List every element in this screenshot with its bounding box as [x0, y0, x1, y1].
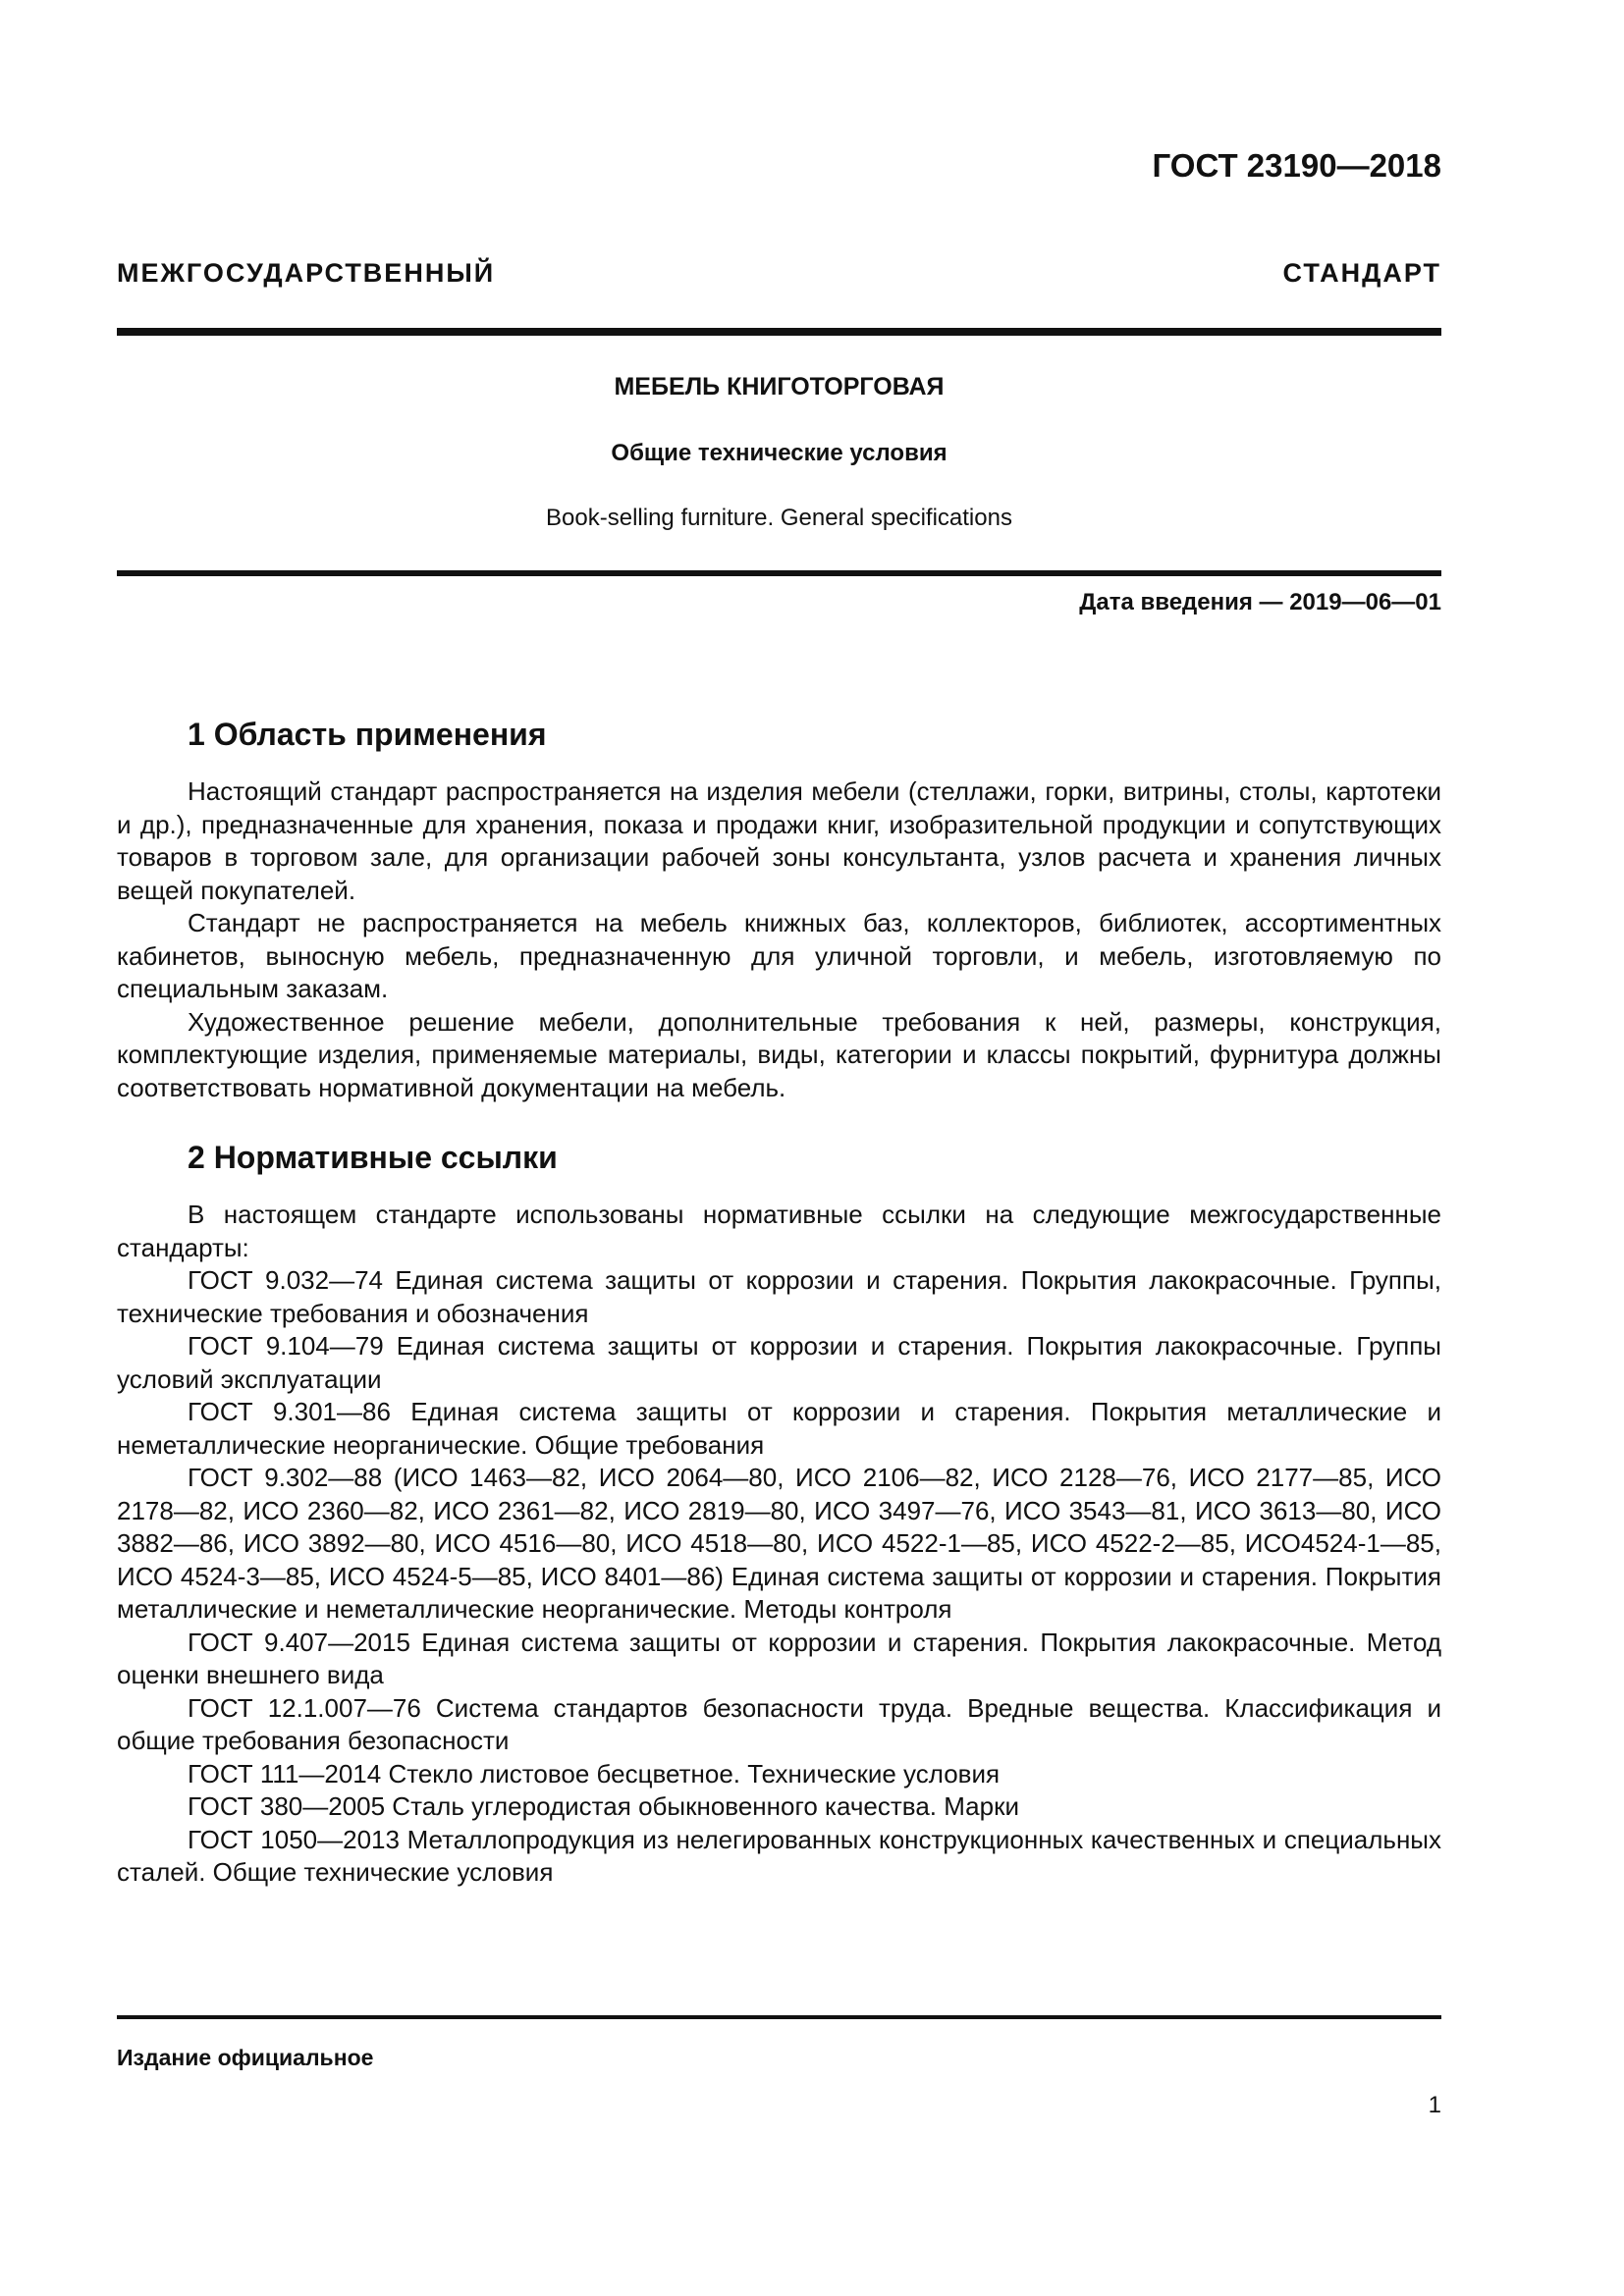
section-scope: [117, 715, 1441, 1104]
section-normative-references: [117, 1138, 1441, 1890]
reference-item: ГОСТ 12.1.007—76 Система стандартов безопасности труда. Вредные вещества. Классификация и общие требования безопасности: [117, 1692, 1441, 1755]
paragraph: Стандарт не распространяется на мебель книжных баз, коллекторов, библиотек, ассортиментных кабинетов, выносную мебель, предназначенную для уличной торговли, и мебель, изготовляемую по специальным заказам.: [117, 908, 1441, 1003]
paragraph: В настоящем стандарте использованы нормативные ссылки на следующие межгосударственные стандарты:: [117, 1200, 1441, 1262]
paragraph: Настоящий стандарт распространяется на изделия мебели (стеллажи, горки, витрины, столы, картотеки и др.), предназначенные для хранения, показа и продажи книг, изобразительной продукции и сопутствующих товаров в торговом зале, для организации рабочей зоны консультанта, узлов расчета и хранения личных вещей покупателей.: [117, 776, 1441, 905]
reference-item: ГОСТ 9.104—79 Единая система защиты от коррозии и старения. Покрытия лакокрасочные. Группы условий эксплуатации: [117, 1331, 1441, 1394]
reference-item: ГОСТ 380—2005 Сталь углеродистая обыкновенного качества. Марки: [188, 1791, 1019, 1821]
reference-item: ГОСТ 9.407—2015 Единая система защиты от коррозии и старения. Покрытия лакокрасочные. Метод оценки внешнего вида: [117, 1627, 1441, 1689]
reference-item: ГОСТ 9.301—86 Единая система защиты от коррозии и старения. Покрытия металлические и неметаллические неорганические. Общие требования: [117, 1397, 1441, 1460]
reference-item: ГОСТ 111—2014 Стекло листовое бесцветное. Технические условия: [188, 1758, 1001, 1789]
section-heading: 2 Нормативные ссылки: [188, 1140, 558, 1175]
document-subtitle: Общие технические условия: [611, 440, 947, 466]
page-number: 1: [1428, 2092, 1441, 2118]
section-heading: 1 Область применения: [188, 717, 547, 752]
document-title: МЕБЕЛЬ КНИГОТОРГОВАЯ: [614, 373, 945, 400]
reference-item: ГОСТ 1050—2013 Металлопродукция из нелегированных конструкционных качественных и специальных сталей. Общие технические условия: [117, 1824, 1441, 1887]
standard-type-heading: МЕЖГОСУДАРСТВЕННЫЙ СТАНДАРТ: [117, 258, 1441, 288]
title-divider: [117, 570, 1441, 576]
introduction-date: Дата введения — 2019—06—01: [1079, 589, 1441, 615]
document-title-english: Book-selling furniture. General specifications: [546, 505, 1012, 531]
document-body: [117, 715, 1441, 1890]
top-divider: [117, 328, 1441, 336]
reference-item: ГОСТ 9.302—88 (ИСО 1463—82, ИСО 2064—80, ИСО 2106—82, ИСО 2128—76, ИСО 2177—85, ИСО 2178—82, ИСО 2360—82, ИСО 2361—82, ИСО 2819—80, ИСО 3497—76, ИСО 3543—81, ИСО 3613—80, ИСО 3882—86, ИСО 3892—80, ИСО 4516—80, ИСО 4518—80, ИСО 4522-1—85, ИСО 4522-2—85, ИСО4524-1—85, ИСО 4524-3—85, ИСО 4524-5—85, ИСО 8401—86) Единая система защиты от коррозии и старения. Покрытия металлические и неметаллические неорганические. Методы контроля: [117, 1463, 1441, 1624]
edition-label: Издание официальное: [117, 2045, 374, 2070]
paragraph: Художественное решение мебели, дополнительные требования к ней, размеры, конструкция, комплектующие изделия, применяемые материалы, виды, категории и классы покрытий, фурнитура должны соответствовать нормативной документации на мебель.: [117, 1006, 1441, 1102]
document-number: ГОСТ 23190—2018: [1152, 147, 1441, 184]
reference-item: ГОСТ 9.032—74 Единая система защиты от коррозии и старения. Покрытия лакокрасочные. Группы, технические требования и обозначения: [117, 1265, 1441, 1328]
footer-divider: [117, 2015, 1441, 2019]
